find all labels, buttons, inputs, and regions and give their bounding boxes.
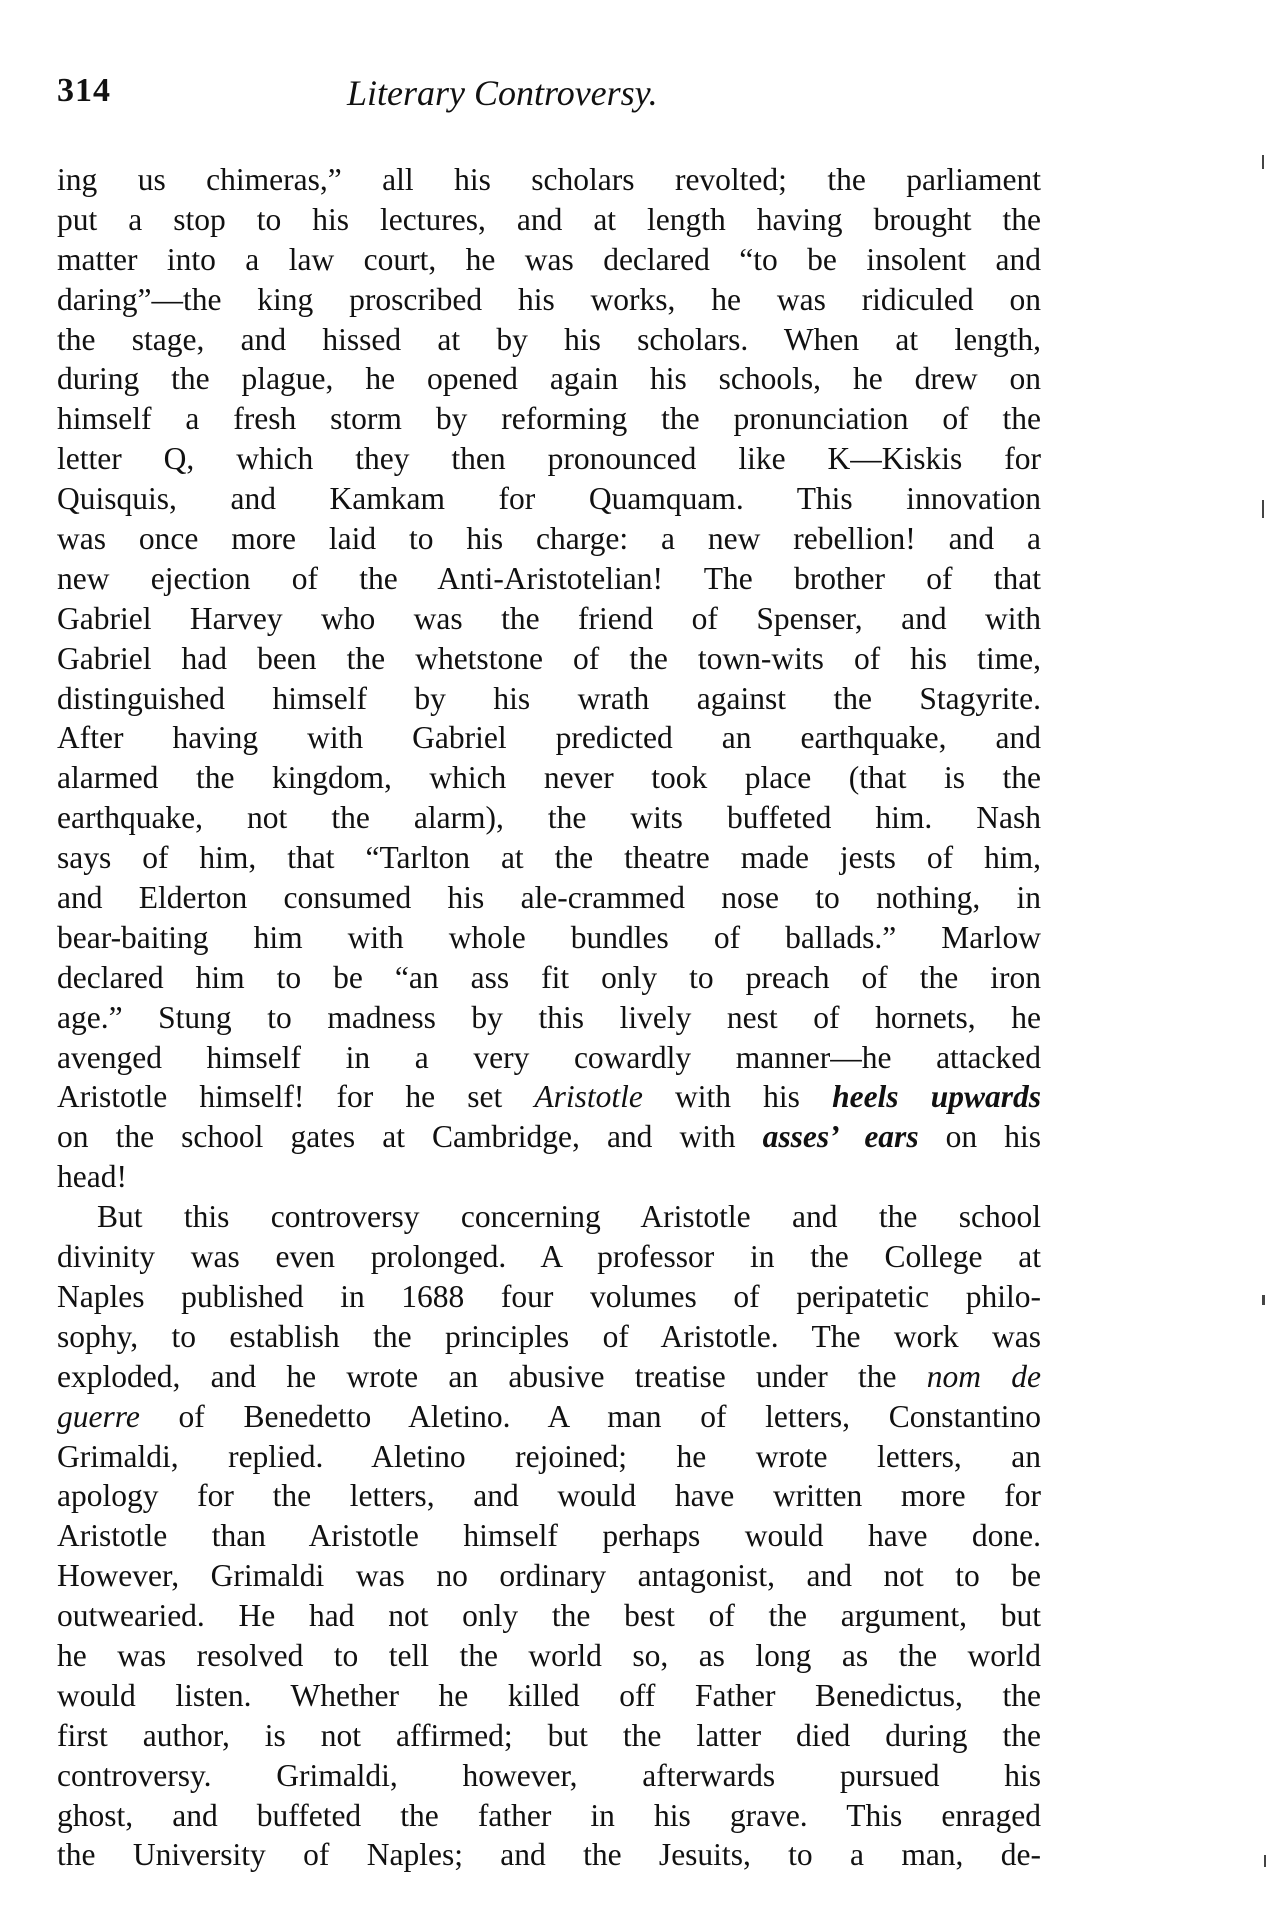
italic-text: heels upwards [832,1079,1041,1115]
scan-speck [1262,1295,1265,1305]
text-line: avenged himself in a very cowardly manner—he attacked [57,1039,1041,1075]
text-line: Gabriel had been the whetstone of the town-wits of his time, [57,640,1041,676]
text-line: first author, is not affirmed; but the latter died during the [57,1717,1041,1753]
paragraph-end-line: head! [57,1159,127,1195]
text-line: the University of Naples; and the Jesuits, to a man, de- [57,1837,1041,1873]
text-line: sophy, to establish the principles of Aristotle. The work was [57,1318,1041,1354]
text-line: would listen. Whether he killed off Father Benedictus, the [57,1677,1041,1713]
text-line: says of him, that “Tarlton at the theatre made jests of him, [57,840,1041,876]
text-line: However, Grimaldi was no ordinary antagonist, and not to be [57,1558,1041,1594]
text-segment: of Benedetto Aletino. A man of letters, Constantino [139,1398,1041,1434]
text-line: ghost, and buffeted the father in his grave. This enraged [57,1797,1041,1833]
text-segment: Aristotle himself! for he set [57,1079,535,1115]
text-segment: on his [918,1119,1041,1155]
text-line: controversy. Grimaldi, however, afterwards pursued his [57,1757,1041,1793]
text-line: divinity was even prolonged. A professor in the College at [57,1239,1041,1275]
text-line-with-italics [57,1077,1041,1117]
italic-text: guerre [57,1398,140,1434]
text-line: Aristotle than Aristotle himself perhaps would have done. [57,1518,1041,1554]
text-line-with-italics [57,1397,1041,1437]
text-line: age.” Stung to madness by this lively nest of hornets, he [57,999,1041,1035]
text-line: was once more laid to his charge: a new rebellion! and a [57,521,1041,557]
text-line: matter into a law court, he was declared “to be insolent and [57,241,1041,277]
scan-speck [1262,155,1264,169]
text-line: ing us chimeras,” all his scholars revolted; the parliament [57,162,1041,197]
text-line: new ejection of the Anti-Aristotelian! The brother of that [57,560,1041,596]
text-segment: with his [642,1079,833,1115]
text-line: and Elderton consumed his ale-crammed nose to nothing, in [57,880,1041,916]
scan-speck [1262,500,1264,518]
text-line: himself a fresh storm by reforming the pronunciation of the [57,401,1041,437]
running-head [57,72,1042,122]
text-segment: on the school gates at Cambridge, and with [57,1119,763,1155]
text-line: apology for the letters, and would have written more for [57,1478,1041,1514]
running-title: Literary Controversy. [347,73,658,113]
body-text [57,160,1041,1875]
italic-text: nom de [926,1358,1041,1394]
text-segment: exploded, and he wrote an abusive treatise under the [57,1358,927,1394]
text-line: outwearied. He had not only the best of the argument, but [57,1598,1041,1634]
paragraph-start-line: But this controversy concerning Aristotle and the school [97,1199,1041,1235]
text-line-with-italics [57,1357,1041,1397]
scan-speck [1264,1855,1266,1867]
text-line: Gabriel Harvey who was the friend of Spenser, and with [57,600,1041,636]
text-line: declared him to be “an ass fit only to preach of the iron [57,959,1041,995]
text-line: Grimaldi, replied. Aletino rejoined; he wrote letters, an [57,1438,1041,1474]
italic-text: asses’ ears [762,1119,919,1155]
text-line: alarmed the kingdom, which never took place (that is the [57,760,1041,796]
text-line: he was resolved to tell the world so, as long as the world [57,1637,1041,1673]
text-line: distinguished himself by his wrath against the Stagyrite. [57,680,1041,716]
text-line: bear-baiting him with whole bundles of ballads.” Marlow [57,919,1041,955]
text-line: Quisquis, and Kamkam for Quamquam. This innovation [57,481,1041,517]
page-number: 314 [57,72,111,109]
text-line: Naples published in 1688 four volumes of peripatetic philo- [57,1278,1041,1314]
text-line: earthquake, not the alarm), the wits buffeted him. Nash [57,800,1041,836]
text-line: After having with Gabriel predicted an earthquake, and [57,720,1041,756]
text-line: during the plague, he opened again his schools, he drew on [57,361,1041,397]
text-line: letter Q, which they then pronounced like K—Kiskis for [57,441,1041,477]
text-line: the stage, and hissed at by his scholars. When at length, [57,321,1041,357]
text-line: daring”—the king proscribed his works, he was ridiculed on [57,281,1041,317]
text-line-with-italics [57,1117,1041,1157]
italic-text: Aristotle [534,1079,643,1115]
text-line: put a stop to his lectures, and at length having brought the [57,201,1041,237]
